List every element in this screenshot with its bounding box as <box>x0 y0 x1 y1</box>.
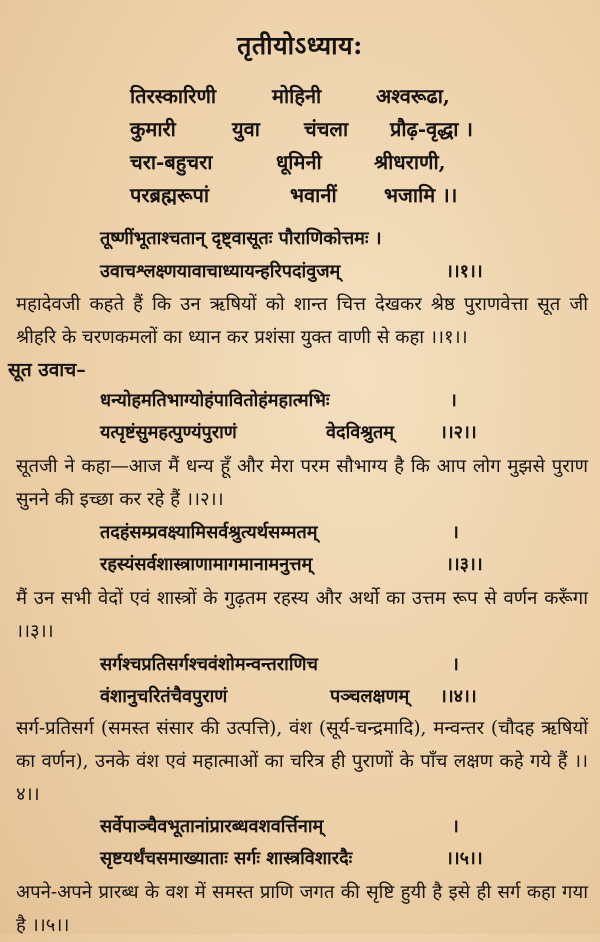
verse-word: युवा <box>232 117 260 141</box>
shloka-number: ।।३।। <box>446 554 483 575</box>
verse-word: चंचला <box>304 117 349 141</box>
shloka-line-end: । <box>452 654 459 675</box>
shloka-line: वंशानुचरितंचैवपुराणं <box>100 686 228 707</box>
shloka-number: ।।५।। <box>446 848 483 869</box>
shloka-line-end: । <box>450 390 457 411</box>
chapter-title: तृतीयोऽध्याय: <box>237 31 363 60</box>
translation-paragraph: मैं उन सभी वेदों एवं शास्त्रों के गुढ़तम रहस्य और अर्थो का उत्तम रूप से वर्णन करूँगा ।।३।। <box>16 588 588 642</box>
shloka-line: उवाचश्लक्ष्णयावाचाध्यायन्हरिपदांवुजम् <box>100 261 341 282</box>
verse-word: श्रीधराणी, <box>374 150 446 174</box>
shloka-line: सृष्टयर्थंचसमाख्याताः सर्गः शास्त्रविशारदैः <box>100 848 353 869</box>
verse-word: मोहिनी <box>272 84 322 108</box>
speaker-heading: सूत उवाच– <box>8 359 86 381</box>
translation-paragraph: सर्ग-प्रतिसर्ग (समस्त संसार की उत्पत्ति), वंश (सूर्य-चन्द्रमादि), मन्वन्तर (चौदह ऋषियों का वर्णन), उनके वंश एवं महात्माओं का चरित्र ही पुराणों के पाँच लक्षण कहे गये हैं ।।४।। <box>16 718 588 805</box>
verse-word: प्रौढ़-वृद्धा । <box>390 117 473 141</box>
shloka-line-end: । <box>452 522 459 543</box>
shloka-number: ।।१।। <box>446 261 483 282</box>
translation-paragraph: महादेवजी कहते हैं कि उन ऋषियों को शान्त चित्त देखकर श्रेष्ठ पुराणवेत्ता सूत जी श्रीहरि के चरणकमलों का ध्यान कर प्रशंसा युक्त वाणी से कहा ।।१।। <box>16 294 588 348</box>
shloka-number: ।।२।। <box>440 422 477 443</box>
shloka-line: तदहंसम्प्रवक्ष्यामिसर्वश्रुत्यर्थसम्मतम् <box>100 522 318 543</box>
shloka-line: यत्पृष्टंसुमहत्पुण्यंपुराणं <box>100 422 237 443</box>
verse-word: अश्वरूढा, <box>376 84 450 108</box>
shloka-line: वेदविश्रुतम् <box>326 422 395 443</box>
verse-word: तिरस्कारिणी <box>130 84 217 108</box>
shloka-line: तूष्णींभूताश्चतान् दृष्ट्वासूतः पौराणिकोत्तमः । <box>100 228 382 249</box>
shloka-line: रहस्यंसर्वशास्त्राणामागमानामनुत्तम् <box>100 554 313 575</box>
verse-word: भवानीं <box>290 183 337 207</box>
translation-paragraph: अपने-अपने प्रारब्ध के वश में समस्त प्राणि जगत की सृष्टि हुयी है इसे ही सर्ग कहा गया है ।।५।। <box>16 882 588 936</box>
shloka-line: धन्योहमतिभाग्योहंपावितोहंमहात्मभिः <box>100 390 330 411</box>
verse-word: चरा-बहुचरा <box>130 150 213 174</box>
verse-word: कुमारी <box>130 117 176 141</box>
verse-word: धूमिनी <box>276 150 322 174</box>
shloka-line: सर्गश्चप्रतिसर्गश्चवंशोमन्वन्तराणिच <box>100 654 318 675</box>
translation-paragraph: सूतजी ने कहा—आज मैं धन्य हूँ और मेरा परम सौभाग्य है कि आप लोग मुझसे पुराण सुनने की इच्छा कर रहे हैं ।।२।। <box>16 456 588 510</box>
shloka-line: सर्वेपाञ्चैवभूतानांप्रारब्धवशवर्त्तिनाम् <box>100 816 324 837</box>
verse-word: भजामि ।। <box>384 183 458 207</box>
shloka-line: पञ्चलक्षणम् <box>330 686 410 707</box>
shloka-line-end: । <box>452 816 459 837</box>
verse-word: परब्रह्मरूपां <box>130 183 210 207</box>
shloka-number: ।।४।। <box>440 686 477 707</box>
